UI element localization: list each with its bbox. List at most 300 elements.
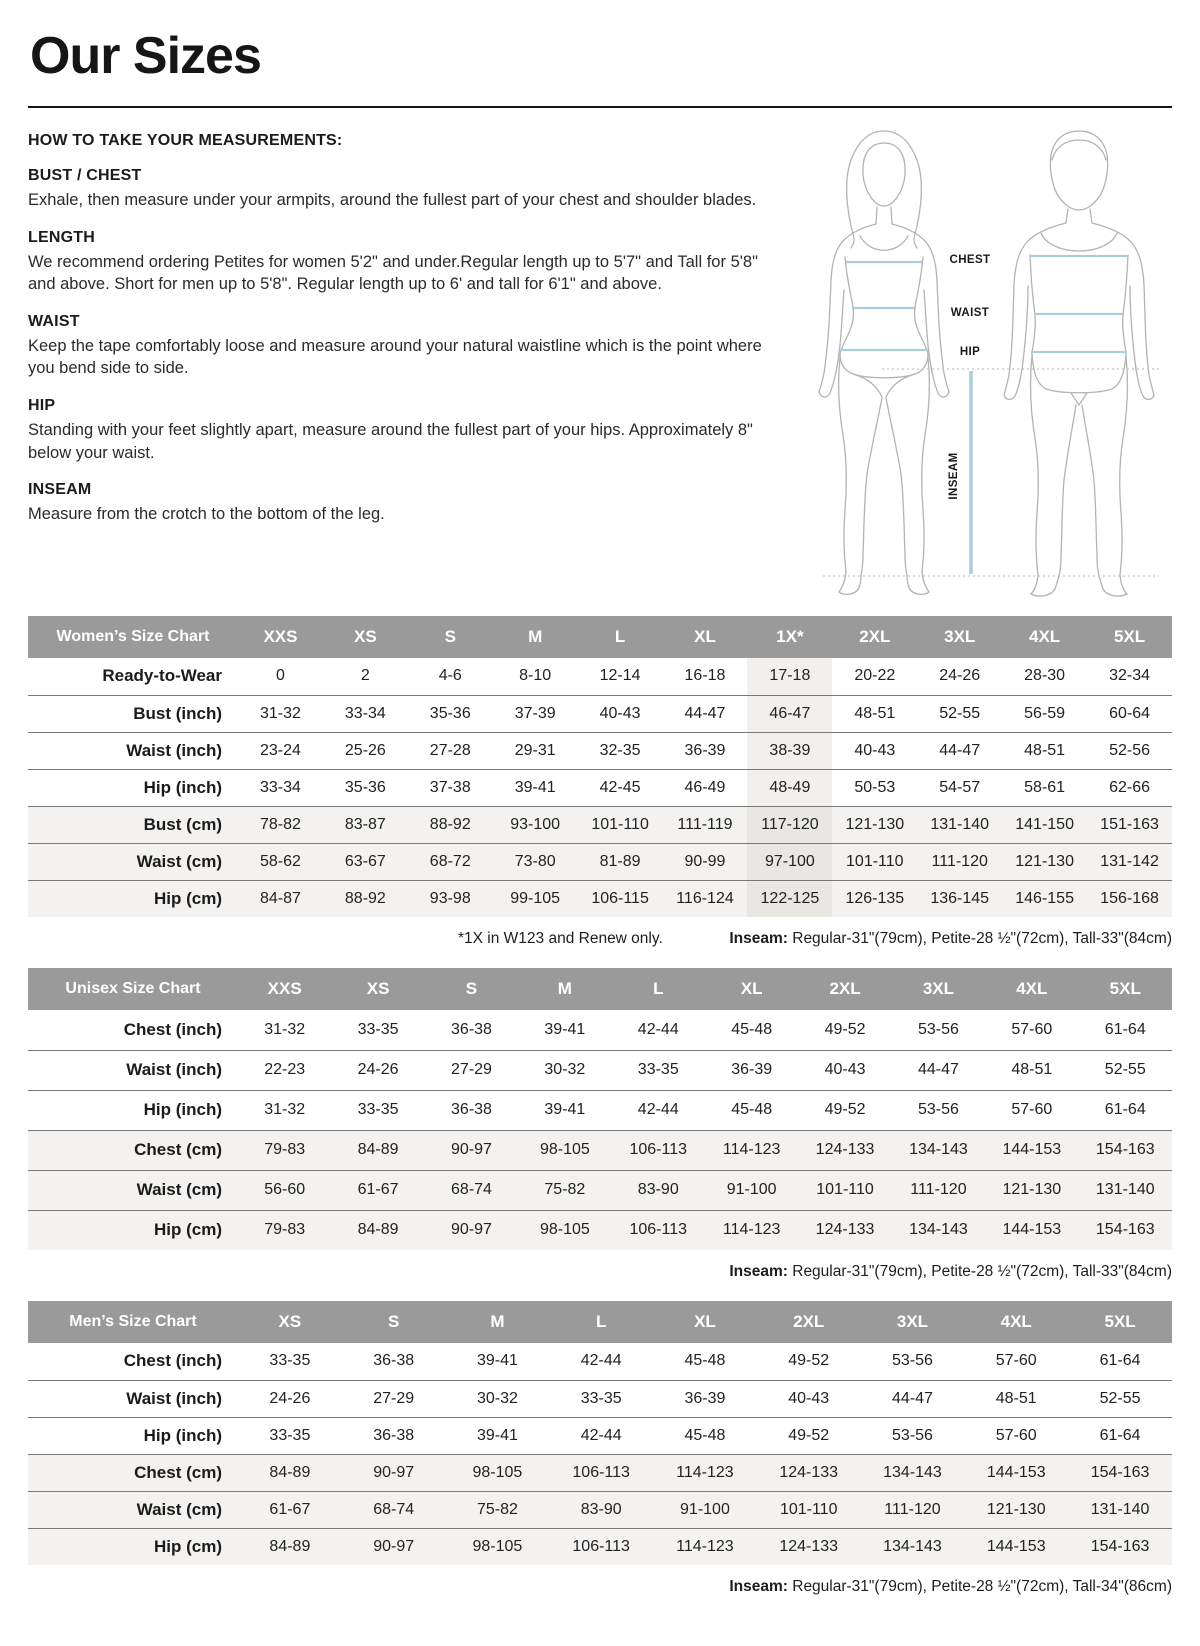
size-value-cell: 114-123 [705, 1130, 798, 1170]
size-value-cell: 46-47 [747, 695, 832, 732]
size-value-cell: 121-130 [1002, 843, 1087, 880]
size-value-cell: 23-24 [259, 741, 301, 759]
row-label: Hip (cm) [28, 1528, 238, 1565]
row-label: Chest (inch) [123, 1019, 222, 1039]
size-value-cell: 30-32 [476, 1389, 518, 1407]
size-value-cell: 8-10 [519, 667, 552, 685]
size-value-cell: 44-47 [939, 741, 981, 759]
size-value-cell: 49-52 [824, 1101, 866, 1118]
size-value-cell: 78-82 [238, 806, 323, 843]
size-value-cell: 35-36 [344, 778, 386, 796]
table-row [28, 1210, 1172, 1250]
size-value-cell: 106-115 [578, 880, 663, 917]
size-value-cell: 24-26 [357, 1061, 399, 1078]
row-label: Hip (inch) [143, 777, 222, 797]
waist-label: WAIST [950, 307, 990, 319]
size-value-cell: 75-82 [518, 1170, 611, 1210]
size-value-cell: 42-44 [580, 1426, 622, 1444]
size-value-cell: 36-39 [731, 1061, 773, 1078]
size-value-cell: 48-51 [1011, 1061, 1053, 1078]
size-value-cell: 101-110 [578, 806, 663, 843]
size-value-cell: 68-74 [425, 1170, 518, 1210]
inseam-footnote-label: Inseam: [729, 1263, 788, 1280]
size-value-cell: 36-39 [684, 741, 726, 759]
size-value-cell: 131-142 [1087, 843, 1172, 880]
size-value-cell: 35-36 [429, 704, 471, 722]
size-value-cell: 97-100 [747, 843, 832, 880]
size-value-cell: 68-72 [408, 843, 493, 880]
row-label: Chest (cm) [28, 1130, 238, 1170]
size-column-header: 2XL [757, 1301, 861, 1343]
size-value-cell: 37-39 [514, 704, 556, 722]
measurement-instructions-section [28, 132, 1172, 606]
table-row [28, 1090, 1172, 1130]
size-value-cell: 84-89 [238, 1454, 342, 1491]
size-value-cell: 116-124 [663, 880, 748, 917]
table-row [28, 843, 1172, 880]
row-label: Waist (cm) [28, 1491, 238, 1528]
one-x-footnote: *1X in W123 and Renew only. [458, 930, 663, 947]
table-row [28, 1130, 1172, 1170]
size-value-cell: 33-35 [269, 1426, 311, 1444]
instruction-length [28, 229, 773, 296]
size-value-cell: 57-60 [995, 1352, 1037, 1370]
size-value-cell: 134-143 [892, 1210, 985, 1250]
unisex-footnotes [28, 1263, 1172, 1281]
size-value-cell: 154-163 [1079, 1210, 1172, 1250]
size-value-cell: 36-39 [684, 1389, 726, 1407]
instruction-title: WAIST [28, 312, 80, 330]
inseam-footnote-label: Inseam: [729, 1578, 788, 1595]
size-value-cell: 84-89 [331, 1210, 424, 1250]
size-value-cell: 33-35 [357, 1020, 399, 1038]
size-value-cell: 12-14 [599, 667, 641, 685]
size-column-header: L [612, 968, 705, 1010]
row-label: Waist (inch) [126, 1388, 222, 1408]
size-column-header: 3XL [892, 968, 985, 1010]
size-value-cell: 40-43 [788, 1389, 830, 1407]
mens-table-title: Men’s Size Chart [28, 1301, 238, 1343]
size-column-header: L [578, 616, 663, 658]
header-row [28, 616, 1172, 658]
size-value-cell: 146-155 [1002, 880, 1087, 917]
size-value-cell: 44-47 [917, 1061, 959, 1078]
size-value-cell: 154-163 [1068, 1528, 1172, 1565]
table-row [28, 1491, 1172, 1528]
size-value-cell: 84-89 [238, 1528, 342, 1565]
size-value-cell: 117-120 [747, 806, 832, 843]
size-value-cell: 52-56 [1109, 741, 1150, 759]
size-value-cell: 114-123 [705, 1210, 798, 1250]
size-value-cell: 93-98 [408, 880, 493, 917]
table-row [28, 806, 1172, 843]
instruction-text: Exhale, then measure under your armpits, around the fullest part of your chest and shoulder blades. [28, 191, 757, 209]
size-column-header: 2XL [798, 968, 891, 1010]
row-label: Waist (cm) [28, 1170, 238, 1210]
size-value-cell: 49-52 [824, 1020, 866, 1038]
size-value-cell: 134-143 [861, 1528, 965, 1565]
size-value-cell: 124-133 [798, 1130, 891, 1170]
size-value-cell: 53-56 [917, 1101, 959, 1118]
size-column-header: XL [653, 1301, 757, 1343]
size-value-cell: 27-28 [429, 741, 471, 759]
size-value-cell: 131-140 [1068, 1491, 1172, 1528]
size-value-cell: 33-35 [357, 1101, 399, 1118]
size-value-cell: 39-41 [476, 1352, 518, 1370]
size-column-header: M [518, 968, 611, 1010]
size-value-cell: 154-163 [1079, 1130, 1172, 1170]
size-value-cell: 111-120 [861, 1491, 965, 1528]
size-value-cell: 106-113 [612, 1210, 705, 1250]
size-value-cell: 90-97 [342, 1528, 446, 1565]
unisex-size-table [28, 968, 1172, 1250]
row-label: Bust (inch) [133, 703, 222, 723]
size-value-cell: 49-52 [788, 1352, 830, 1370]
size-value-cell: 45-48 [684, 1352, 726, 1370]
row-label: Chest (cm) [28, 1454, 238, 1491]
size-value-cell: 53-56 [892, 1426, 933, 1444]
size-value-cell: 53-56 [917, 1020, 959, 1038]
size-value-cell: 62-66 [1109, 778, 1150, 796]
instruction-waist [28, 313, 773, 380]
size-value-cell: 49-52 [788, 1426, 830, 1444]
size-value-cell: 44-47 [684, 704, 726, 722]
size-value-cell: 56-59 [1024, 704, 1066, 722]
size-value-cell: 151-163 [1087, 806, 1172, 843]
size-value-cell: 39-41 [544, 1020, 586, 1038]
size-value-cell: 40-43 [599, 704, 641, 722]
size-column-header: 1X* [747, 616, 832, 658]
size-column-header: XS [331, 968, 424, 1010]
size-value-cell: 98-105 [518, 1130, 611, 1170]
size-value-cell: 61-67 [238, 1491, 342, 1528]
size-value-cell: 37-38 [429, 778, 471, 796]
size-value-cell: 52-55 [1099, 1389, 1141, 1407]
size-column-header: 4XL [964, 1301, 1068, 1343]
size-value-cell: 91-100 [653, 1491, 757, 1528]
instruction-text: Standing with your feet slightly apart, measure around the fullest part of your hips. Approximately 8" below your waist. [28, 420, 753, 462]
size-value-cell: 31-32 [264, 1101, 306, 1118]
inseam-footnote-label: Inseam: [729, 930, 788, 947]
size-value-cell: 134-143 [892, 1130, 985, 1170]
size-value-cell: 90-97 [425, 1130, 518, 1170]
size-value-cell: 24-26 [269, 1389, 311, 1407]
table-row [28, 1343, 1172, 1380]
size-value-cell: 45-48 [731, 1020, 773, 1038]
size-value-cell: 48-51 [854, 704, 896, 722]
size-value-cell: 106-113 [549, 1528, 653, 1565]
size-value-cell: 126-135 [832, 880, 917, 917]
size-value-cell: 52-55 [1104, 1061, 1146, 1078]
size-value-cell: 24-26 [939, 667, 981, 685]
size-value-cell: 75-82 [446, 1491, 550, 1528]
size-value-cell: 25-26 [344, 741, 386, 759]
size-value-cell: 54-57 [939, 778, 981, 796]
size-value-cell: 40-43 [824, 1061, 866, 1078]
instruction-title: HIP [28, 396, 56, 414]
womens-table-title: Women’s Size Chart [28, 616, 238, 658]
size-value-cell: 0 [276, 667, 285, 685]
size-value-cell: 29-31 [514, 741, 556, 759]
size-value-cell: 61-64 [1099, 1352, 1141, 1370]
size-value-cell: 60-64 [1109, 704, 1150, 722]
size-value-cell: 42-44 [637, 1020, 679, 1038]
woman-figure-outline [819, 131, 949, 594]
size-value-cell: 91-100 [705, 1170, 798, 1210]
size-value-cell: 98-105 [446, 1454, 550, 1491]
mens-size-chart [28, 1301, 1172, 1596]
size-column-header: XS [238, 1301, 342, 1343]
instruction-text: Keep the tape comfortably loose and measure around your natural waistline which is the point where you bend side to side. [28, 336, 762, 378]
size-value-cell: 36-38 [451, 1101, 492, 1118]
size-value-cell: 53-56 [892, 1352, 933, 1370]
size-column-header: 3XL [861, 1301, 965, 1343]
womens-size-chart [28, 616, 1172, 948]
table-row [28, 1170, 1172, 1210]
size-value-cell: 63-67 [323, 843, 408, 880]
size-column-header: 4XL [985, 968, 1078, 1010]
unisex-size-chart [28, 968, 1172, 1281]
mens-footnotes [28, 1578, 1172, 1596]
size-column-header: 5XL [1079, 968, 1172, 1010]
row-label: Waist (inch) [126, 740, 222, 760]
size-value-cell: 32-35 [599, 741, 641, 759]
size-value-cell: 124-133 [757, 1528, 861, 1565]
size-value-cell: 36-38 [451, 1020, 492, 1038]
row-label: Chest (inch) [123, 1351, 222, 1371]
hip-label: HIP [959, 346, 981, 358]
table-row [28, 658, 1172, 695]
size-value-cell: 90-97 [425, 1210, 518, 1250]
row-label: Hip (cm) [28, 1210, 238, 1250]
instruction-title: BUST / CHEST [28, 167, 142, 184]
size-value-cell: 33-34 [344, 704, 386, 722]
size-value-cell: 134-143 [861, 1454, 965, 1491]
size-value-cell: 32-34 [1109, 667, 1150, 685]
inseam-footnote-text: Regular-31"(79cm), Petite-28 ½"(72cm), Tall-34"(86cm) [787, 1578, 1172, 1595]
size-value-cell: 121-130 [832, 806, 917, 843]
size-column-header: XS [323, 616, 408, 658]
instructions-heading: HOW TO TAKE YOUR MEASUREMENTS: [28, 132, 343, 149]
size-value-cell: 106-113 [549, 1454, 653, 1491]
size-value-cell: 42-44 [637, 1101, 679, 1118]
size-value-cell: 33-35 [580, 1389, 622, 1407]
size-value-cell: 111-120 [892, 1170, 985, 1210]
size-column-header: L [549, 1301, 653, 1343]
size-value-cell: 20-22 [854, 667, 896, 685]
size-value-cell: 79-83 [238, 1130, 331, 1170]
inseam-footnote [729, 1263, 1172, 1281]
size-value-cell: 114-123 [653, 1454, 757, 1491]
mens-size-table [28, 1301, 1172, 1565]
size-value-cell: 101-110 [798, 1170, 891, 1210]
table-row [28, 1380, 1172, 1417]
size-value-cell: 22-23 [264, 1061, 306, 1078]
size-value-cell: 45-48 [684, 1426, 726, 1444]
instruction-text: We recommend ordering Petites for women 5'2" and under.Regular length up to 5'7" and Tall for 5'8" and above. Short for men up to 5'8". Regular length up to 6' and tall for 6'1" and above. [28, 252, 758, 294]
size-value-cell: 31-32 [264, 1020, 306, 1038]
size-value-cell: 99-105 [493, 880, 578, 917]
size-value-cell: 81-89 [578, 843, 663, 880]
body-measurement-figures [787, 124, 1172, 606]
inseam-footnote-text: Regular-31"(79cm), Petite-28 ½"(72cm), Tall-33"(84cm) [787, 930, 1172, 947]
size-value-cell: 114-123 [653, 1528, 757, 1565]
size-value-cell: 36-38 [373, 1426, 415, 1444]
table-row [28, 695, 1172, 732]
inseam-label: INSEAM [948, 452, 960, 500]
inseam-footnote [729, 1578, 1172, 1596]
size-value-cell: 79-83 [238, 1210, 331, 1250]
size-value-cell: 36-38 [373, 1352, 415, 1370]
size-column-header: 5XL [1087, 616, 1172, 658]
size-column-header: XL [705, 968, 798, 1010]
size-value-cell: 33-34 [259, 778, 301, 796]
size-column-header: XL [663, 616, 748, 658]
size-column-header: S [425, 968, 518, 1010]
size-value-cell: 154-163 [1068, 1454, 1172, 1491]
size-value-cell: 121-130 [985, 1170, 1078, 1210]
size-value-cell: 106-113 [612, 1130, 705, 1170]
size-value-cell: 61-67 [331, 1170, 424, 1210]
size-value-cell: 56-60 [238, 1170, 331, 1210]
size-value-cell: 33-35 [269, 1352, 311, 1370]
instruction-text: Measure from the crotch to the bottom of the leg. [28, 505, 385, 524]
size-value-cell: 101-110 [832, 843, 917, 880]
instruction-title: INSEAM [28, 481, 92, 499]
size-value-cell: 124-133 [757, 1454, 861, 1491]
size-value-cell: 46-49 [684, 778, 726, 796]
inseam-footnote-text: Regular-31"(79cm), Petite-28 ½"(72cm), Tall-33"(84cm) [787, 1263, 1172, 1280]
size-value-cell: 61-64 [1099, 1426, 1141, 1444]
measurement-lines [840, 256, 1128, 352]
unisex-table-title: Unisex Size Chart [28, 968, 238, 1010]
size-value-cell: 144-153 [964, 1528, 1068, 1565]
size-value-cell: 131-140 [917, 806, 1002, 843]
size-value-cell: 124-133 [798, 1210, 891, 1250]
size-value-cell: 122-125 [747, 880, 832, 917]
instruction-hip [28, 397, 773, 464]
size-column-header: S [342, 1301, 446, 1343]
size-value-cell: 31-32 [259, 704, 301, 722]
size-value-cell: 4-6 [438, 667, 462, 685]
instruction-title: LENGTH [28, 228, 95, 246]
size-value-cell: 42-45 [599, 778, 641, 796]
size-value-cell: 90-97 [342, 1454, 446, 1491]
inseam-guide-lines [823, 369, 1159, 576]
size-column-header: XXS [238, 616, 323, 658]
size-column-header: M [446, 1301, 550, 1343]
size-value-cell: 40-43 [854, 741, 896, 759]
size-value-cell: 61-64 [1104, 1020, 1146, 1038]
size-value-cell: 83-87 [323, 806, 408, 843]
size-value-cell: 39-41 [514, 778, 556, 796]
size-value-cell: 98-105 [518, 1210, 611, 1250]
size-value-cell: 111-120 [917, 843, 1002, 880]
size-value-cell: 58-62 [238, 843, 323, 880]
size-value-cell: 73-80 [493, 843, 578, 880]
size-value-cell: 61-64 [1104, 1101, 1146, 1118]
row-label: Waist (inch) [126, 1060, 222, 1079]
size-value-cell: 48-51 [1024, 741, 1066, 759]
size-value-cell: 44-47 [892, 1389, 933, 1407]
size-value-cell: 30-32 [544, 1061, 586, 1078]
size-value-cell: 98-105 [446, 1528, 550, 1565]
size-value-cell: 58-61 [1024, 778, 1066, 796]
title-divider [28, 106, 1172, 108]
size-value-cell: 93-100 [493, 806, 578, 843]
size-value-cell: 57-60 [1011, 1101, 1053, 1118]
row-label: Waist (cm) [28, 843, 238, 880]
row-label: Bust (cm) [28, 806, 238, 843]
instruction-bust-chest [28, 167, 773, 212]
size-column-header: 3XL [917, 616, 1002, 658]
size-column-header: 2XL [832, 616, 917, 658]
size-value-cell: 156-168 [1087, 880, 1172, 917]
chest-label: CHEST [949, 254, 991, 266]
size-column-header: XXS [238, 968, 331, 1010]
size-column-header: M [493, 616, 578, 658]
table-row [28, 1528, 1172, 1565]
size-value-cell: 39-41 [476, 1426, 518, 1444]
size-column-header: S [408, 616, 493, 658]
size-value-cell: 48-49 [747, 769, 832, 806]
size-value-cell: 131-140 [1079, 1170, 1172, 1210]
size-column-header: 5XL [1068, 1301, 1172, 1343]
row-label: Hip (inch) [143, 1425, 222, 1445]
size-value-cell: 141-150 [1002, 806, 1087, 843]
size-value-cell: 88-92 [408, 806, 493, 843]
size-value-cell: 111-119 [663, 806, 748, 843]
size-value-cell: 48-51 [995, 1389, 1037, 1407]
size-value-cell: 28-30 [1024, 667, 1066, 685]
size-value-cell: 45-48 [731, 1101, 773, 1118]
size-value-cell: 144-153 [964, 1454, 1068, 1491]
table-row [28, 769, 1172, 806]
size-value-cell: 101-110 [757, 1491, 861, 1528]
instruction-inseam [28, 481, 773, 526]
page-title: Our Sizes [30, 27, 261, 85]
size-value-cell: 57-60 [1011, 1020, 1053, 1038]
table-row [28, 732, 1172, 769]
header-row [28, 1301, 1172, 1343]
header-row [28, 968, 1172, 1010]
size-value-cell: 88-92 [323, 880, 408, 917]
size-value-cell: 83-90 [612, 1170, 705, 1210]
size-value-cell: 68-74 [342, 1491, 446, 1528]
size-column-header: 4XL [1002, 616, 1087, 658]
table-row [28, 1454, 1172, 1491]
size-value-cell: 38-39 [747, 732, 832, 769]
size-value-cell: 52-55 [939, 704, 981, 722]
size-value-cell: 144-153 [985, 1210, 1078, 1250]
size-value-cell: 144-153 [985, 1130, 1078, 1170]
man-figure-outline [1004, 131, 1154, 596]
size-value-cell: 84-87 [238, 880, 323, 917]
size-value-cell: 90-99 [663, 843, 748, 880]
inseam-footnote [729, 930, 1172, 948]
instructions-column [28, 132, 783, 526]
womens-size-table [28, 616, 1172, 917]
table-row [28, 1010, 1172, 1050]
size-value-cell: 121-130 [964, 1491, 1068, 1528]
womens-footnotes [28, 930, 1172, 948]
row-label: Hip (inch) [143, 1100, 222, 1119]
size-value-cell: 42-44 [580, 1352, 622, 1370]
size-value-cell: 27-29 [373, 1389, 415, 1407]
row-label: Ready-to-Wear [102, 666, 222, 686]
table-row [28, 1050, 1172, 1090]
size-value-cell: 2 [360, 667, 370, 685]
